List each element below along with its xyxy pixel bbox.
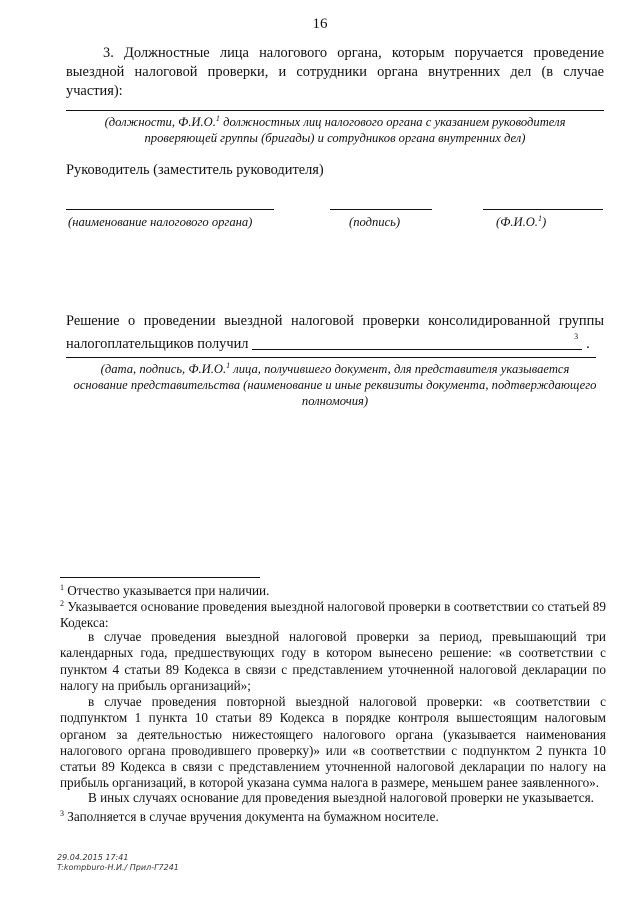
footnote-2-para-3-text: В иных случаях основание для проведения выездной налоговой проверки не указывается. (88, 790, 594, 805)
decision-caption (66, 361, 604, 409)
footnote-2 (60, 596, 606, 632)
head-label: Руководитель (заместитель руководителя) (66, 162, 324, 178)
print-stamp (57, 853, 179, 873)
section3-caption (66, 114, 604, 146)
decision-line1: Решение о проведении выездной налоговой проверки консолидированной группы (66, 313, 604, 329)
caption-fio (496, 214, 546, 230)
decision-end-dot: . (586, 336, 590, 352)
footnote-1-text: Отчество указывается при наличии. (64, 583, 270, 598)
print-stamp-line2: T:kompburo-Н.И./ Прил-Г7241 (57, 863, 179, 872)
decision-caption-a: (дата, подпись, Ф.И.О. (100, 362, 227, 376)
decision-line2-row (66, 331, 606, 354)
print-stamp-line1: 29.04.2015 17:41 (57, 853, 129, 862)
section3-caption-sup: 1 (215, 114, 220, 123)
section3-text-content: 3. Должностные лица налогового органа, которым поручается проведение выездной налоговой проверки, и сотрудники органа внутренних дел (в случае участия): (66, 45, 604, 99)
decision-fill-line2 (66, 357, 596, 358)
decision-line2: налогоплательщиков получил (66, 336, 249, 352)
decision-caption-line2: основание представительства (наименование и иные реквизиты документа, подтверждающего (73, 378, 597, 392)
footnote-3-text: Заполняется в случае вручения документа на бумажном носителе. (64, 809, 439, 824)
section3-caption-b: должностных лиц налогового органа с указанием руководителя (219, 115, 566, 129)
caption-fio-end: ) (541, 215, 547, 229)
footnote-2-sup: 2 (60, 599, 64, 608)
decision-caption-line3: полномочия) (301, 394, 369, 408)
decision-caption-b: лица, получившего документ, для представителя указывается (230, 362, 570, 376)
page-number: 16 (312, 16, 328, 32)
decision-fill-line (252, 335, 582, 350)
section3-caption-a: (должности, Ф.И.О. (104, 115, 216, 129)
footnote-2-para-2-text: в случае проведения повторной выездной налоговой проверки: «в соответствии с подпунктом 1 пункта 10 статьи 89 Кодекса в порядке контроля вышестоящим налоговым органом за деятельностью нижестоящего налогового органа (указывается наименования налогового органа проводившего проверку)» или «в соответствии с подпунктом 2 пункта 10 статьи 89 Кодекса в связи с представлением уточненной налоговой декларации по налогу на прибыль организаций, в которой указана сумма налога в размере, меньшем ранее заявленного». (60, 694, 606, 791)
footnote-2-para-1-text: в случае проведения выездной налоговой проверки за период, превышающий три календарных года, предшествующих году в котором вынесено решение: «в соответствии с пунктом 4 статьи 89 Кодекса в связи с представлением уточненной налоговой декларации по налогу на прибыль организаций»; (60, 629, 606, 693)
footnote-2-para-2 (60, 694, 606, 792)
footnote-1-sup: 1 (60, 583, 64, 592)
footnote-3 (60, 806, 606, 825)
section3-fill-line (66, 110, 604, 111)
decision-caption-sup: 1 (226, 361, 231, 370)
footnote-separator (60, 577, 260, 578)
caption-sign: (подпись) (349, 215, 401, 229)
section3-text (66, 44, 604, 101)
org-sign-line (66, 209, 274, 210)
signature-line (330, 209, 432, 210)
decision-sup: 3 (574, 332, 579, 341)
footnote-3-sup: 3 (60, 809, 64, 818)
footnote-2-text: Указывается основание проведения выездной налоговой проверки в соответствии со статьей 89 Кодекса: (60, 599, 606, 631)
caption-fio-sup: 1 (537, 214, 542, 223)
section3-caption-line2: проверяющей группы (бригады) и сотрудников органа внутренних дел) (144, 131, 526, 145)
caption-fio-text: (Ф.И.О. (496, 215, 538, 229)
caption-org: (наименование налогового органа) (68, 215, 253, 229)
footnote-2-para-1 (60, 629, 606, 694)
footnote-2-para-3 (60, 790, 606, 806)
fio-line (483, 209, 603, 210)
